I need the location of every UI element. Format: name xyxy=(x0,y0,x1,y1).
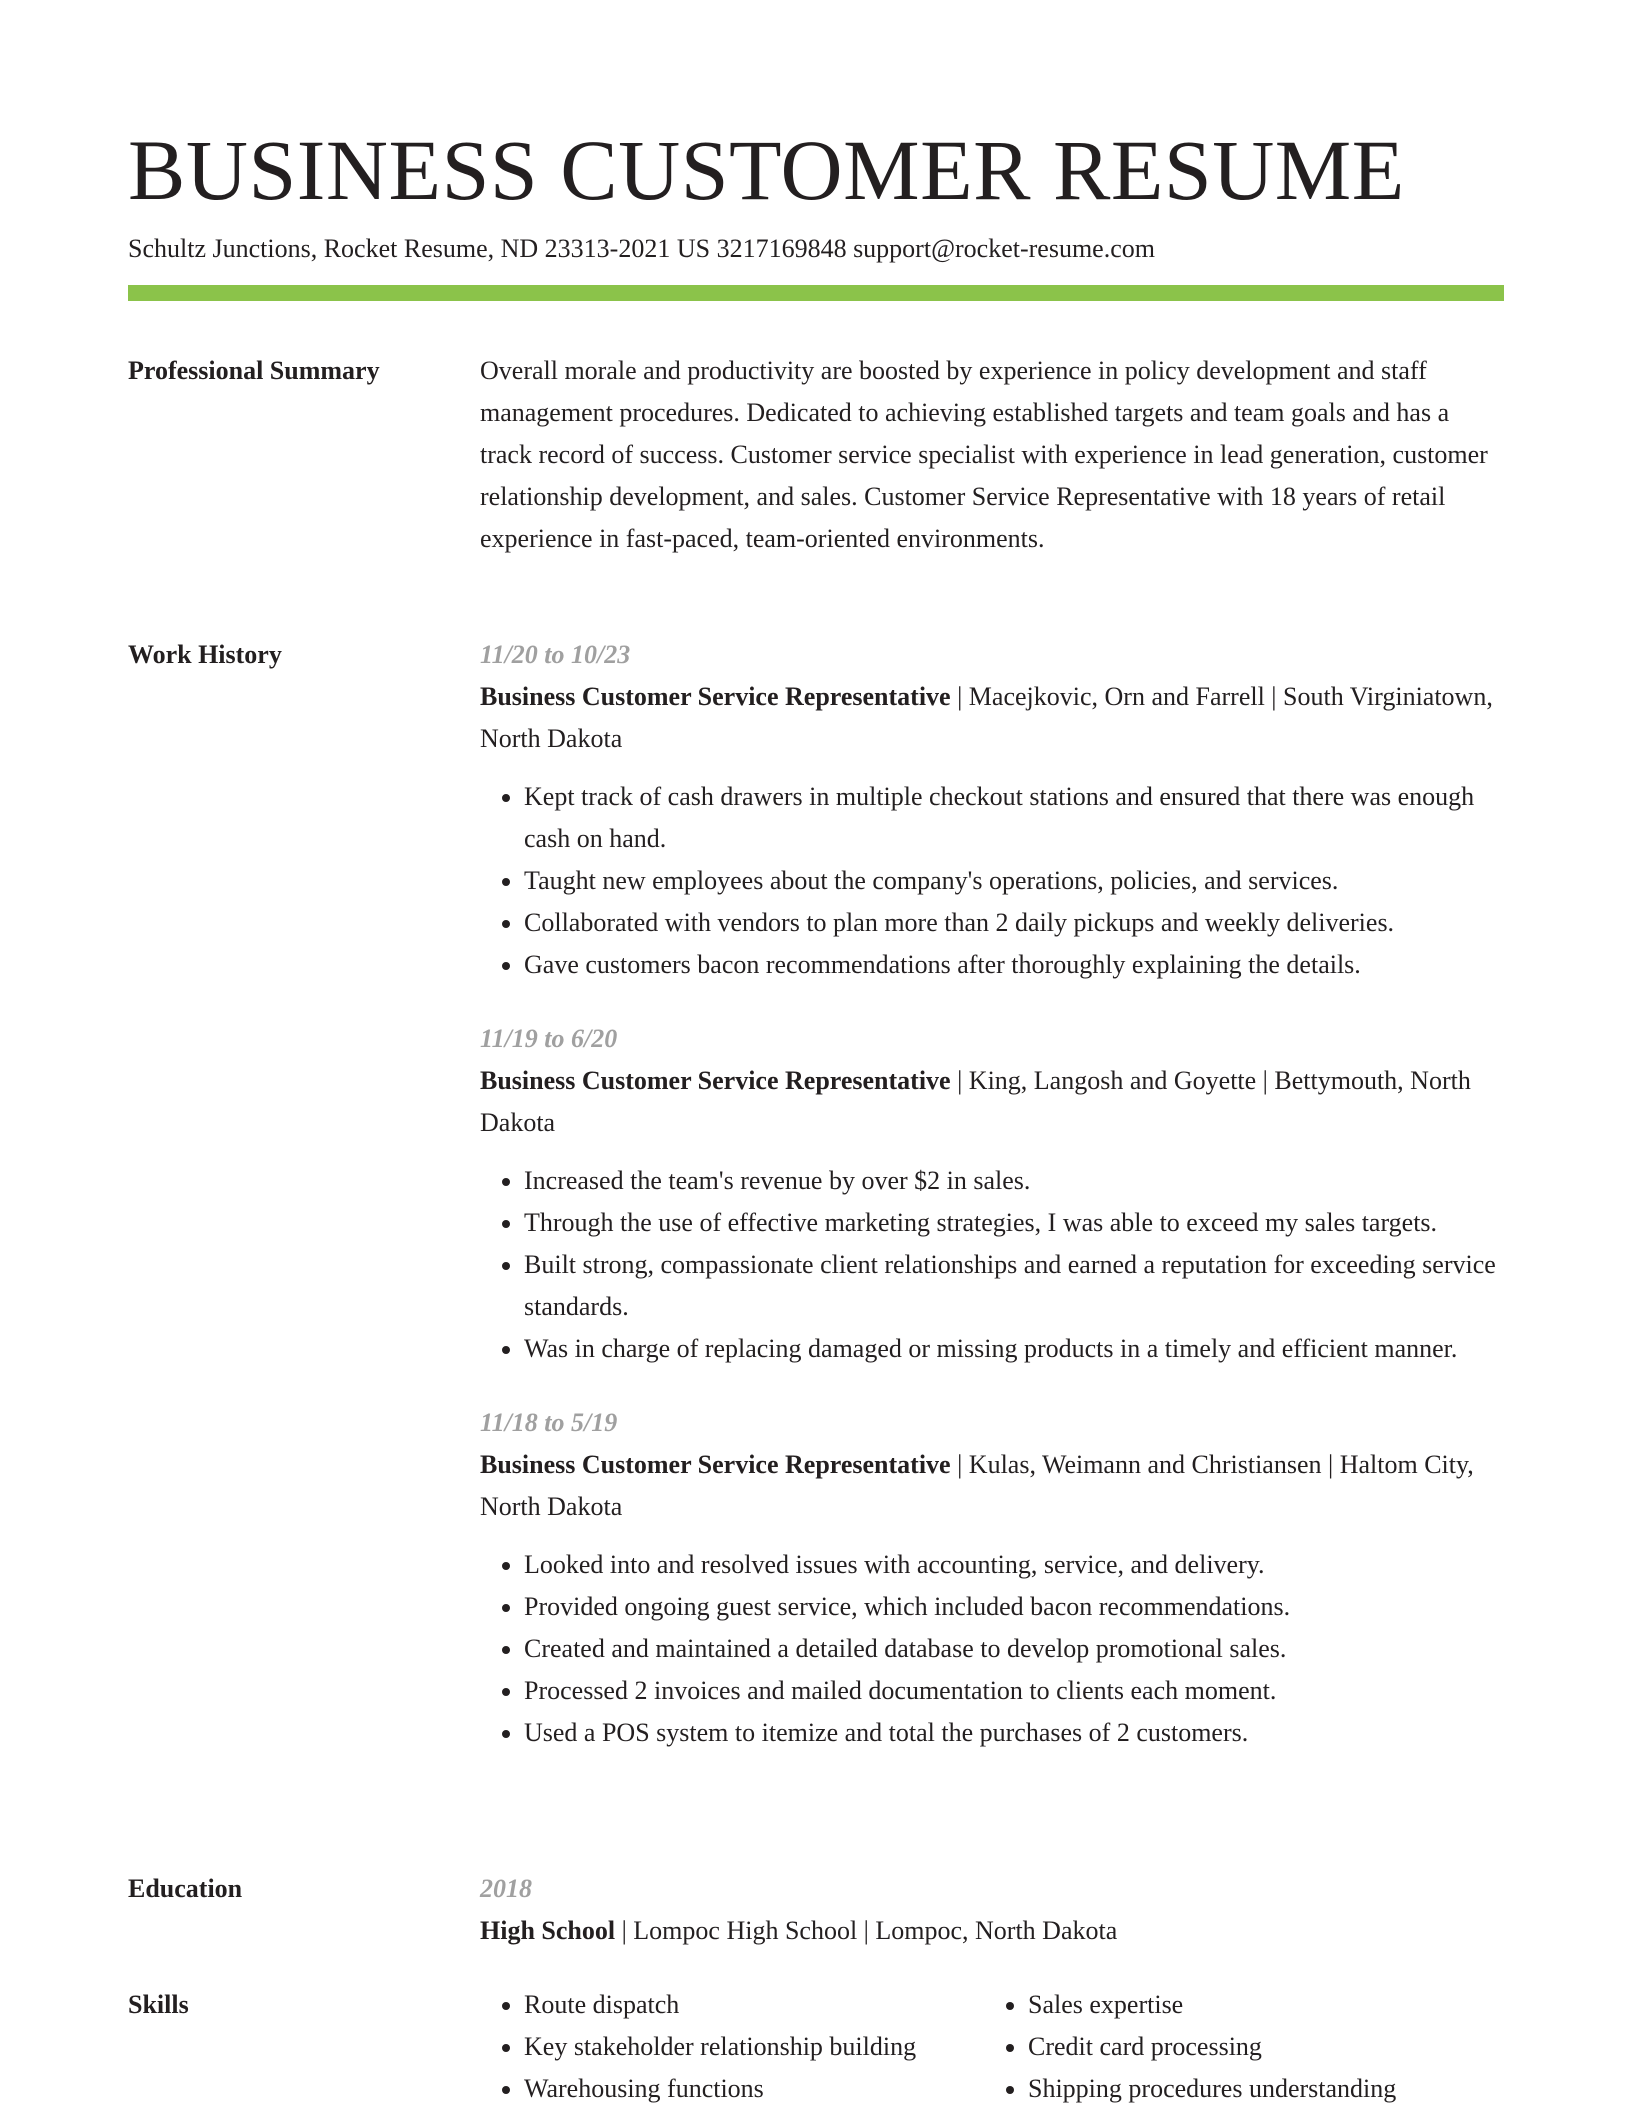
job-details: | Macejkovic, Orn and Farrell | South Virginiatown, North Dakota xyxy=(480,682,1493,753)
list-item: • Kept track of cash drawers in multiple checkout stations and ensured that there was enough cash on hand. xyxy=(524,776,1504,860)
education-year: 2018 xyxy=(480,1874,532,1903)
list-item: • Used a POS system to itemize and total the purchases of 2 customers. xyxy=(524,1712,1504,1754)
education-degree: High School xyxy=(480,1916,616,1945)
job-dates: 11/20 to 10/23 xyxy=(480,640,631,669)
section-title-education: Education xyxy=(128,1874,243,1903)
list-item: • Gave customers bacon recommendations after thoroughly explaining the details. xyxy=(524,944,1504,986)
skill-item: • Shipping procedures understanding xyxy=(1028,2068,1488,2110)
summary-text: Overall morale and productivity are boosted by experience in policy development and staff management procedures. Dedicated to achieving established targets and team goals and has a track record of success. Customer service specialist with experience in lead generation, customer relationship development, and sales. Customer Service Representative with 18 years of retail experience in fast-paced, team-oriented environments. xyxy=(480,356,1488,553)
education-heading xyxy=(480,1910,1504,1952)
skills-column-left xyxy=(480,1984,984,2110)
skill-item: • Route dispatch xyxy=(524,1984,984,2026)
job-dates: 11/18 to 5/19 xyxy=(480,1408,618,1437)
job-details: | Kulas, Weimann and Christiansen | Haltom City, North Dakota xyxy=(480,1450,1474,1521)
job-heading xyxy=(480,676,1504,760)
job-bullets xyxy=(480,1160,1504,1370)
skill-item: • Key stakeholder relationship building xyxy=(524,2026,984,2068)
list-item: • Taught new employees about the company's operations, policies, and services. xyxy=(524,860,1504,902)
job-heading xyxy=(480,1060,1504,1144)
education-details: | Lompoc High School | Lompoc, North Dakota xyxy=(615,1916,1118,1945)
section-title-summary: Professional Summary xyxy=(128,356,380,385)
job-role: Business Customer Service Representative xyxy=(480,1450,951,1479)
skills-list xyxy=(480,1984,984,2110)
job-role: Business Customer Service Representative xyxy=(480,1066,951,1095)
list-item: • Built strong, compassionate client relationships and earned a reputation for exceeding service standards. xyxy=(524,1244,1504,1328)
list-item: • Created and maintained a detailed database to develop promotional sales. xyxy=(524,1628,1504,1670)
list-item: • Provided ongoing guest service, which included bacon recommendations. xyxy=(524,1586,1504,1628)
job-details: | King, Langosh and Goyette | Bettymouth, North Dakota xyxy=(480,1066,1471,1137)
job-entry xyxy=(480,1402,1504,1754)
list-item: • Collaborated with vendors to plan more than 2 daily pickups and weekly deliveries. xyxy=(524,902,1504,944)
job-entry xyxy=(480,634,1504,986)
job-role: Business Customer Service Representative xyxy=(480,682,951,711)
job-dates: 11/19 to 6/20 xyxy=(480,1024,618,1053)
accent-divider xyxy=(128,285,1504,301)
list-item: • Processed 2 invoices and mailed documentation to clients each moment. xyxy=(524,1670,1504,1712)
job-bullets xyxy=(480,776,1504,986)
list-item: • Was in charge of replacing damaged or missing products in a timely and efficient manner. xyxy=(524,1328,1504,1370)
skill-item: • Warehousing functions xyxy=(524,2068,984,2110)
job-entry xyxy=(480,1018,1504,1370)
contact-line: Schultz Junctions, Rocket Resume, ND 23313-2021 US 3217169848 support@rocket-resume.com xyxy=(128,234,1155,263)
resume-name: BUSINESS CUSTOMER RESUME xyxy=(128,122,1405,218)
job-bullets xyxy=(480,1544,1504,1754)
list-item: • Looked into and resolved issues with accounting, service, and delivery. xyxy=(524,1544,1504,1586)
skills-column-right xyxy=(984,1984,1488,2110)
skills-list xyxy=(984,1984,1488,2110)
section-title-work-history: Work History xyxy=(128,640,282,669)
job-heading xyxy=(480,1444,1504,1528)
list-item: • Through the use of effective marketing strategies, I was able to exceed my sales targets. xyxy=(524,1202,1504,1244)
list-item: • Increased the team's revenue by over $2 in sales. xyxy=(524,1160,1504,1202)
skill-item: • Sales expertise xyxy=(1028,1984,1488,2026)
section-title-skills: Skills xyxy=(128,1990,189,2019)
skill-item: • Credit card processing xyxy=(1028,2026,1488,2068)
